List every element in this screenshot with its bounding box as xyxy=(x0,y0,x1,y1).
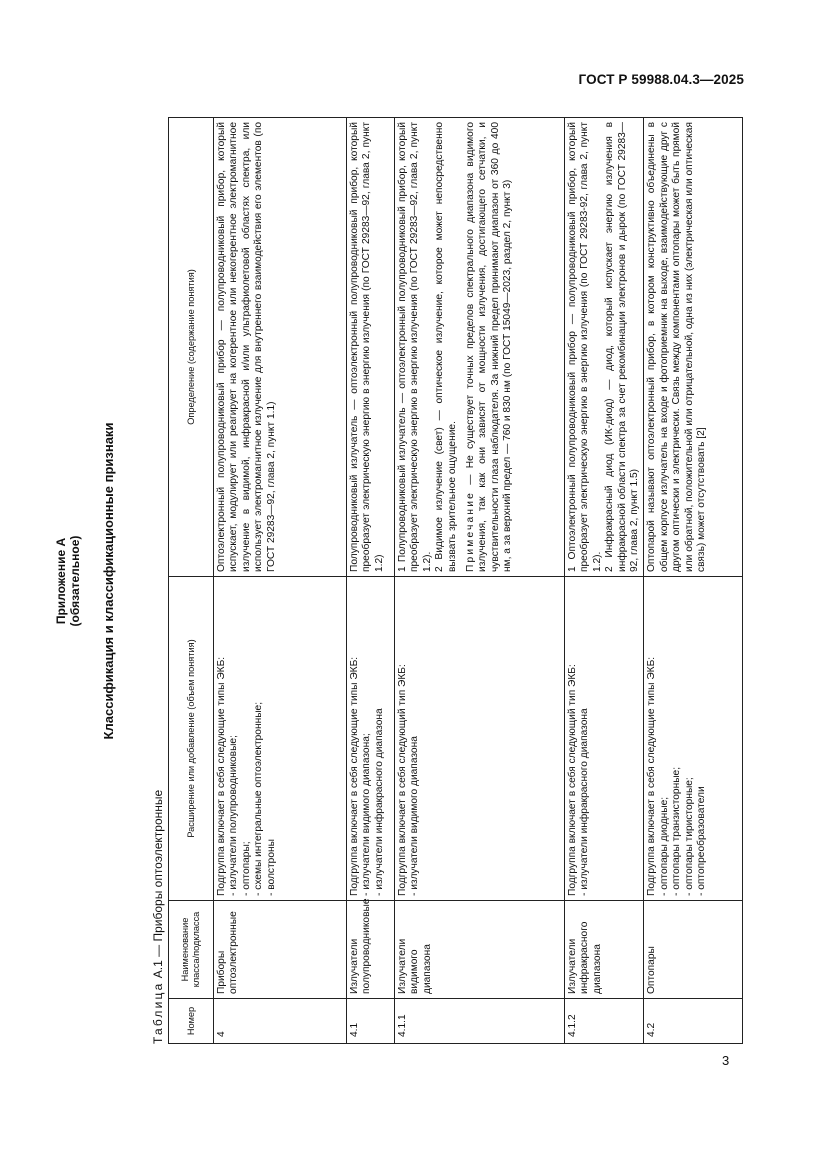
table-header-row xyxy=(169,118,214,1044)
header-class-name: Наименование класса/подкласса xyxy=(169,901,214,999)
row-number: 4 xyxy=(214,999,347,1044)
row-definition xyxy=(565,118,644,577)
extension-line: Подгруппа включает в себя следующий тип ЭКБ: xyxy=(567,664,578,896)
classification-table xyxy=(168,117,743,1044)
table-caption xyxy=(152,790,164,1044)
header-number: Номер xyxy=(169,999,214,1044)
extension-line: Подгруппа включает в себя следующие типы ЭКБ: xyxy=(216,656,227,896)
table-caption-label: Таблица xyxy=(151,981,165,1044)
extension-line: Подгруппа включает в себя следующие типы ЭКБ: xyxy=(646,656,658,896)
row-extension xyxy=(565,577,644,901)
extension-line: - оптопары; xyxy=(240,841,252,896)
row-number: 4.1.2 xyxy=(565,999,644,1044)
extension-line: - оптопары тиристорные; xyxy=(683,777,695,896)
row-definition: Оптопарой называют оптоэлектронный прибор, в котором конструктивно объединены в общем корпусе излучатель на входе и фотоприемник на выходе, взаимодействующие друг с другом оптически и электрически. Связь между компонентами оптопары может быть прямой или обратной, положительной или отрицательной, одна из них (электрическая или оптическая связь) может отсутствовать [2] xyxy=(644,118,743,577)
row-extension xyxy=(347,577,395,901)
row-class-name: Излучатели видимого диапазона xyxy=(395,901,565,999)
table-row xyxy=(214,118,347,1044)
row-definition: Оптоэлектронный полупроводниковый прибор — полупроводниковый прибор, который испускает, модулирует или реагирует на когерентное или некогерентное электромагнитное излучение в видимой, инфракрасной и/или ультрафиолетовой областях спектра, или использует электромагнитное излучение для внутреннего взаимодействия его элементов (по ГОСТ 29283—92, глава 2, пункт 1.1) xyxy=(214,118,347,577)
extension-line: - излучатели видимого диапазона xyxy=(409,736,421,896)
table-caption-text: А.1 — Приборы оптоэлектронные xyxy=(151,789,165,982)
extension-line: - оптопары транзисторные; xyxy=(671,766,683,896)
rotated-page-content xyxy=(54,118,728,1044)
extension-line: - излучатели инфракрасного диапазона xyxy=(579,708,591,896)
row-number: 4.1 xyxy=(347,999,395,1044)
definition-note xyxy=(465,122,515,572)
row-class-name: Оптопары xyxy=(644,901,743,999)
row-definition xyxy=(395,118,565,577)
table-row xyxy=(644,118,743,1044)
definition-paragraph: 2 Видимое излучение (свет) — оптическое излучение, которое может непосредственно вызвать зрительное ощущение. xyxy=(434,122,458,572)
row-extension xyxy=(395,577,565,901)
row-class-name: Излучатели инфракрасного диапазона xyxy=(565,901,644,999)
standard-header: ГОСТ Р 59988.04.3—2025 xyxy=(578,72,744,87)
extension-line: - излучатели видимого диапазона; xyxy=(361,733,373,896)
row-class-name: Приборы оптоэлектронные xyxy=(214,901,347,999)
definition-paragraph: 1 Полупроводниковый излучатель — оптоэлектронный полупроводниковый прибор, который преобразует электрическую энергию в энергию излучения (по ГОСТ 29283—92, глава 2, пункт 1.2). xyxy=(397,122,433,572)
table-row xyxy=(565,118,644,1044)
row-definition: Полупроводниковый излучатель — оптоэлектронный полупроводниковый прибор, который преобразует электрическую энергию в энергию излучения (по ГОСТ 29283—92, глава 2, пункт 1.2) xyxy=(347,118,395,577)
definition-paragraph: 2 Инфракрасный диод (ИК-диод) — диод, который испускает энергию излучения в инфракрасной области спектра за счет рекомбинации электронов и дырок (по ГОСТ 29283—92, глава 2, пункт 1.5) xyxy=(604,122,641,572)
note-text: — Не существует точных пределов спектрального диапазона видимого излучения, так как они зависят от мощности излучения, достигающего сетчатки, и чувствительности глаза наблюдателя. За нижний предел принимают диапазон от 360 до 400 нм, а за верхний предел — 760 и 830 нм (по ГОСТ 15049—2023, раздел 2, пункт 3) xyxy=(465,122,514,572)
extension-line: - волстроны xyxy=(265,839,277,896)
row-number: 4.1.1 xyxy=(395,999,565,1044)
extension-line: - схемы интегральные оптоэлектронные; xyxy=(253,701,265,896)
note-label: Примечание xyxy=(465,491,477,572)
row-class-name: Излучатели полупроводниковые xyxy=(347,901,395,999)
extension-line: - излучатели полупроводниковые; xyxy=(228,735,240,896)
extension-line: - оптопреобразователи xyxy=(696,786,708,896)
extension-line: - оптопары диодные; xyxy=(658,796,670,896)
row-number: 4.2 xyxy=(644,999,743,1044)
row-extension xyxy=(644,577,743,901)
extension-line: Подгруппа включает в себя следующие типы ЭКБ: xyxy=(349,656,360,896)
header-extension: Расширение или добавление (объем понятия) xyxy=(169,577,214,901)
table-row xyxy=(347,118,395,1044)
table-row xyxy=(395,118,565,1044)
appendix-title: Приложение А xyxy=(54,537,68,625)
header-definition: Определение (содержание понятия) xyxy=(169,118,214,577)
page-number: 3 xyxy=(722,1053,730,1068)
appendix-heading: Классификация и классификационные признаки xyxy=(101,422,116,740)
definition-paragraph: 1 Оптоэлектронный полупроводниковый прибор — полупроводниковый прибор, который преобразует электрическую энергию в энергию излучения (по ГОСТ 29283-92, глава 2, пункт 1.2). xyxy=(567,122,603,572)
row-extension xyxy=(214,577,347,901)
extension-line: - излучатели инфракрасного диапазона xyxy=(373,708,385,896)
extension-line: Подгруппа включает в себя следующий тип ЭКБ: xyxy=(397,664,408,896)
appendix-status: (обязательное) xyxy=(68,535,82,627)
